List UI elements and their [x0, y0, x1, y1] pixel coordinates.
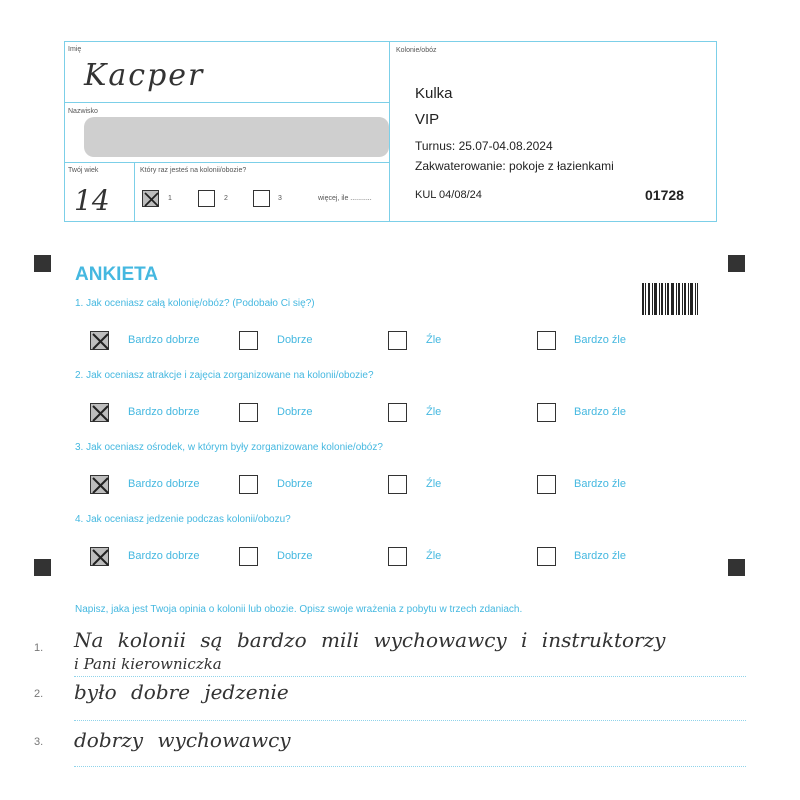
ktory-raz-option-1: 1 [168, 195, 172, 202]
rating-option-label: Bardzo dobrze [128, 478, 200, 490]
ktory-raz-option-3: 3 [278, 195, 282, 202]
rating-option-label: Dobrze [277, 478, 313, 490]
rating-option-label: Bardzo źle [574, 550, 626, 562]
nazwisko-divider [64, 162, 390, 163]
rating-checkbox[interactable] [537, 475, 556, 494]
ktory-raz-label: Który raz jesteś na kolonii/obozie? [140, 167, 247, 174]
nazwisko-label: Nazwisko [68, 108, 98, 115]
form-number: 01728 [645, 187, 684, 203]
kolonie-label: Kolonie/obóz [396, 47, 437, 54]
rating-checkbox[interactable] [239, 547, 258, 566]
rating-checkbox[interactable] [239, 475, 258, 494]
question-text: 2. Jak oceniasz atrakcje i zajęcia zorganizowane na kolonii/obozie? [75, 370, 374, 381]
nazwisko-redaction [84, 117, 389, 157]
rating-checkbox[interactable] [537, 403, 556, 422]
rating-checkbox[interactable] [90, 331, 109, 350]
rating-checkbox[interactable] [239, 331, 258, 350]
opinion-line-3 [74, 766, 746, 767]
cross-mark-icon [143, 191, 160, 208]
opinion-text-2: było dobre jedzenie [74, 680, 289, 704]
ktory-raz-checkbox-2[interactable] [198, 190, 215, 207]
wiek-label: Twój wiek [68, 167, 99, 174]
rating-option-label: Źle [426, 550, 442, 562]
cross-mark-icon [91, 332, 110, 351]
opinion-text-3: dobrzy wychowawcy [74, 728, 291, 752]
rating-option-label: Bardzo dobrze [128, 334, 200, 346]
opinion-line-1 [74, 676, 746, 677]
question-text: 3. Jak oceniasz ośrodek, w którym były zorganizowane kolonie/obóz? [75, 442, 383, 453]
ktory-raz-option-2: 2 [224, 195, 228, 202]
barcode-icon [642, 283, 698, 315]
corner-marker-top-right [728, 255, 745, 272]
turnus: Turnus: 25.07-04.08.2024 [415, 139, 553, 153]
zakwaterowanie: Zakwaterowanie: pokoje z łazienkami [415, 159, 614, 173]
opinion-prompt: Napisz, jaka jest Twoja opinia o kolonii lub obozie. Opisz swoje wrażenia z pobytu w trzech zdaniach. [75, 604, 523, 615]
rating-option-label: Bardzo dobrze [128, 406, 200, 418]
rating-checkbox[interactable] [90, 403, 109, 422]
rating-checkbox[interactable] [388, 331, 407, 350]
imie-value: Kacper [84, 58, 205, 93]
rating-checkbox[interactable] [90, 475, 109, 494]
rating-option-label: Dobrze [277, 550, 313, 562]
rating-option-label: Bardzo źle [574, 478, 626, 490]
rating-option-label: Źle [426, 406, 442, 418]
opinion-text-1: Na kolonii są bardzo mili wychowawcy i instruktorzy [74, 628, 666, 652]
wiek-value: 14 [74, 184, 110, 217]
corner-marker-bottom-right [728, 559, 745, 576]
rating-checkbox[interactable] [537, 547, 556, 566]
opinion-number-1: 1. [34, 642, 44, 654]
rating-checkbox[interactable] [239, 403, 258, 422]
opinion-number-2: 2. [34, 688, 44, 700]
ktory-raz-checkbox-3[interactable] [253, 190, 270, 207]
rating-checkbox[interactable] [388, 475, 407, 494]
corner-marker-bottom-left [34, 559, 51, 576]
rating-option-label: Dobrze [277, 406, 313, 418]
cross-mark-icon [91, 404, 110, 423]
rating-checkbox[interactable] [388, 403, 407, 422]
question-text: 1. Jak oceniasz całą kolonię/obóz? (Podobało Ci się?) [75, 298, 315, 309]
ktory-raz-checkbox-1[interactable] [142, 190, 159, 207]
imie-divider [64, 102, 390, 103]
rating-option-label: Bardzo źle [574, 406, 626, 418]
question-text: 4. Jak oceniasz jedzenie podczas kolonii/obozu? [75, 514, 291, 525]
rating-option-label: Bardzo dobrze [128, 550, 200, 562]
header-divider [389, 41, 390, 221]
opinion-line-2 [74, 720, 746, 721]
cross-mark-icon [91, 476, 110, 495]
imie-label: Imię [68, 46, 82, 53]
rating-checkbox[interactable] [537, 331, 556, 350]
barcode [642, 283, 698, 315]
ankieta-title: ANKIETA [75, 264, 159, 285]
wiek-divider [134, 162, 135, 221]
opinion-text-1b: i Pani kierowniczka [74, 655, 222, 673]
rating-checkbox[interactable] [90, 547, 109, 566]
rating-checkbox[interactable] [388, 547, 407, 566]
rating-option-label: Bardzo źle [574, 334, 626, 346]
kolonia-type: VIP [415, 111, 440, 128]
rating-option-label: Źle [426, 334, 442, 346]
corner-marker-top-left [34, 255, 51, 272]
kolonia-name: Kulka [415, 85, 453, 102]
rating-option-label: Źle [426, 478, 442, 490]
cross-mark-icon [91, 548, 110, 567]
kolonia-code: KUL 04/08/24 [415, 189, 482, 201]
rating-option-label: Dobrze [277, 334, 313, 346]
opinion-number-3: 3. [34, 736, 44, 748]
wiecej-label: więcej, ile ........... [318, 195, 372, 202]
